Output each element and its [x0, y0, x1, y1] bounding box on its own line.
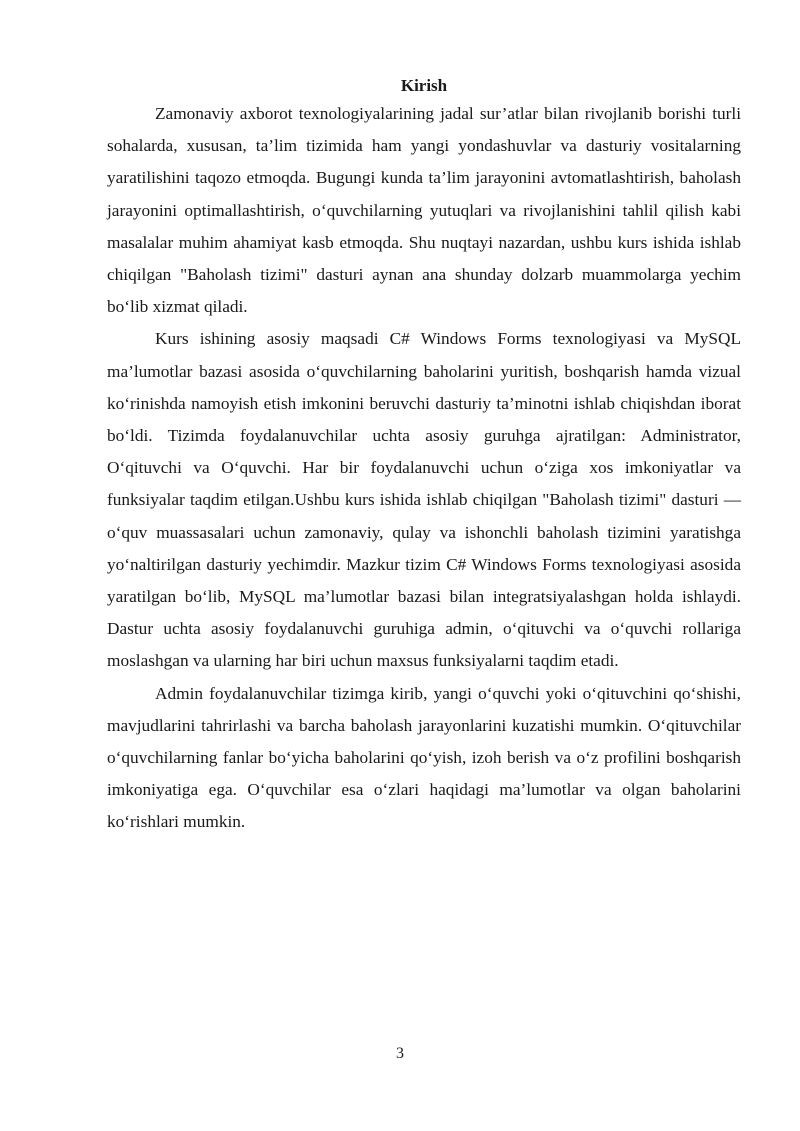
- page-number: 3: [396, 1045, 404, 1062]
- document-page: [107, 74, 741, 839]
- paragraph-roles: Admin foydalanuvchilar tizimga kirib, yangi o‘quvchi yoki o‘qituvchini qo‘shishi, mavjudlarini tahrirlashi va barcha baholash jarayonlarini kuzatishi mumkin. O‘qituvchilar o‘quvchilarning fanlar bo‘yicha baholarini qo‘yish, izoh berish va o‘z profilini boshqarish imkoniyatiga ega. O‘quvchilar esa o‘zlari haqidagi ma’lumotlar va olgan baholarini ko‘rishlari mumkin.: [107, 683, 741, 832]
- paragraph-intro: Zamonaviy axborot texnologiyalarining jadal sur’atlar bilan rivojlanib borishi turli sohalarda, xususan, ta’lim tizimida ham yangi yondashuvlar va dasturiy vositalarning yaratilishini taqozo etmoqda. Bugungi kunda ta’lim jarayonini avtomatlashtirish, baholash jarayonini optimallashtirish, o‘quvchilarning yutuqlari va rivojlanishini tahlil qilish kabi masalalar muhim ahamiyat kasb etmoqda. Shu nuqtayi nazardan, ushbu kurs ishida ishlab chiqilgan "Baholash tizimi" dasturi aynan ana shunday dolzarb muammolarga yechim bo‘lib xizmat qiladi.: [107, 104, 741, 317]
- section-title: Kirish: [400, 76, 448, 95]
- paragraph-goal: Kurs ishining asosiy maqsadi C# Windows Forms texnologiyasi va MySQL ma’lumotlar bazasi asosida o‘quvchilarning baholarini yuritish, boshqarish hamda vizual ko‘rinishda namoyish etish imkonini beruvchi dasturiy ta’minotni ishlab chiqishdan iborat bo‘ldi. Tizimda foydalanuvchilar uchta asosiy guruhga ajratilgan: Administrator, O‘qituvchi va O‘quvchi. Har bir foydalanuvchi uchun o‘ziga xos imkoniyatlar va funksiyalar taqdim etilgan.Ushbu kurs ishida ishlab chiqilgan "Baholash tizimi" dasturi — o‘quv muassasalari uchun zamonaviy, qulay va ishonchli baholash tizimini yaratishga yo‘naltirilgan dasturiy yechimdir. Mazkur tizim C# Windows Forms texnologiyasi asosida yaratilgan bo‘lib, MySQL ma’lumotlar bazasi bilan integratsiyalashgan holda ishlaydi. Dastur uchta asosiy foydalanuvchi guruhiga admin, o‘qituvchi va o‘quvchi rollariga moslashgan va ularning har biri uchun maxsus funksiyalarni taqdim etadi.: [107, 329, 741, 671]
